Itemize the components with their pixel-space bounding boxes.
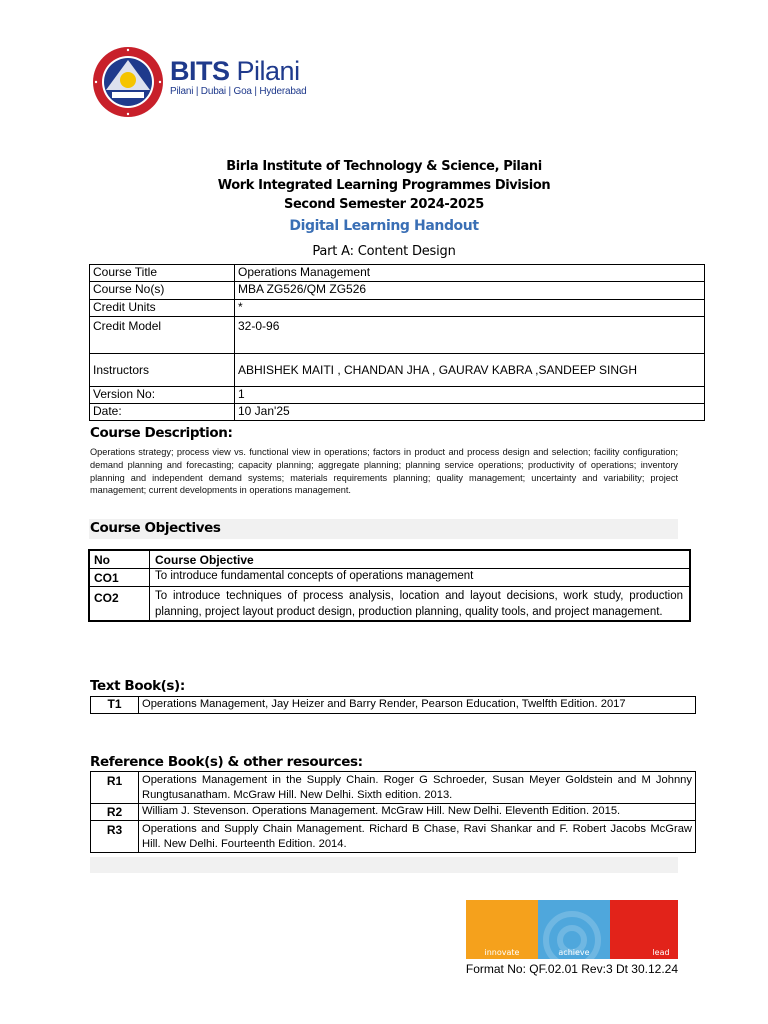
book-text: William J. Stevenson. Operations Management. McGraw Hill. New Delhi. Eleventh Edition. 2015. (139, 804, 696, 821)
objective-text: To introduce fundamental concepts of operations management (150, 569, 691, 587)
table-row (90, 404, 705, 421)
info-value: MBA ZG526/QM ZG526 (235, 282, 705, 300)
banner-word-lead: lead (652, 948, 670, 957)
book-no: R3 (91, 821, 139, 853)
reference-books-table (90, 771, 696, 853)
reference-bottom-bar (90, 857, 678, 873)
info-value: 32-0-96 (235, 317, 705, 354)
info-label: Date: (90, 404, 235, 421)
info-label: Version No: (90, 387, 235, 404)
table-row (89, 587, 690, 622)
course-description-title: Course Description: (90, 425, 233, 441)
info-value: ABHISHEK MAITI , CHANDAN JHA , GAURAV KABRA ,SANDEEP SINGH (235, 354, 705, 387)
innovate-achieve-lead-banner (466, 900, 678, 959)
col-header-objective: Course Objective (150, 550, 691, 569)
brand-wordmark (170, 56, 306, 97)
table-header-row (89, 550, 690, 569)
table-row (90, 354, 705, 387)
course-info-table (89, 264, 705, 421)
course-objectives-table (88, 549, 691, 622)
table-row (90, 282, 705, 300)
table-row (91, 804, 696, 821)
banner-word-achieve: achieve (558, 948, 590, 957)
info-value: Operations Management (235, 265, 705, 282)
info-value: 1 (235, 387, 705, 404)
book-no: R1 (91, 772, 139, 804)
handout-title: Digital Learning Handout (289, 218, 479, 234)
course-objectives-title: Course Objectives (90, 520, 221, 536)
table-row (90, 300, 705, 317)
institute-name: Birla Institute of Technology & Science, Pilani (226, 159, 542, 174)
table-row (90, 387, 705, 404)
table-row (91, 821, 696, 853)
objective-no: CO2 (89, 587, 150, 622)
objective-no: CO1 (89, 569, 150, 587)
col-header-no: No (89, 550, 150, 569)
info-label: Instructors (90, 354, 235, 387)
objective-text: To introduce techniques of process analysis, location and layout decisions, work study, production planning, project layout product design, production planning, quality tools, and project management. (150, 587, 691, 622)
info-label: Course Title (90, 265, 235, 282)
table-row (91, 697, 696, 714)
table-row (91, 772, 696, 804)
banner-word-innovate: innovate (484, 948, 520, 957)
book-no: R2 (91, 804, 139, 821)
info-label: Credit Model (90, 317, 235, 354)
book-no: T1 (91, 697, 139, 714)
bits-seal-logo (92, 46, 164, 118)
info-label: Credit Units (90, 300, 235, 317)
table-row (89, 569, 690, 587)
info-label: Course No(s) (90, 282, 235, 300)
book-text: Operations Management in the Supply Chain. Roger G Schroeder, Susan Meyer Goldstein and M Johnny Rungtusanatham. McGraw Hill. New Delhi. Sixth edition. 2013. (139, 772, 696, 804)
brand-bold: BITS (170, 56, 230, 86)
format-number: Format No: QF.02.01 Rev:3 Dt 30.12.24 (465, 962, 678, 976)
book-text: Operations and Supply Chain Management. Richard B Chase, Ravi Shankar and F. Robert Jacobs McGraw Hill. New Delhi. Fourteenth Edition. 2014. (139, 821, 696, 853)
reference-books-title: Reference Book(s) & other resources: (90, 754, 363, 770)
info-value: 10 Jan'25 (235, 404, 705, 421)
division-name: Work Integrated Learning Programmes Division (217, 178, 551, 193)
course-description-text: Operations strategy; process view vs. functional view in operations; factors in product and process design and selection; facility configuration; demand planning and forecasting; capacity planning; aggregate planning; planning service operations; productivity of operations; inventory planning and independent demand systems; materials requirements planning; quality management; uncertainty and variability; project management; current developments in operations management. (90, 447, 678, 496)
book-text: Operations Management, Jay Heizer and Barry Render, Pearson Education, Twelfth Edition. 2017 (139, 697, 696, 714)
part-title: Part A: Content Design (312, 244, 456, 259)
text-books-table (90, 696, 696, 714)
table-row (90, 317, 705, 354)
info-value: * (235, 300, 705, 317)
brand-campuses: Pilani | Dubai | Goa | Hyderabad (170, 86, 307, 97)
semester: Second Semester 2024-2025 (284, 197, 484, 212)
text-books-title: Text Book(s): (90, 678, 185, 694)
brand-regular: Pilani (236, 56, 300, 86)
table-row (90, 265, 705, 282)
